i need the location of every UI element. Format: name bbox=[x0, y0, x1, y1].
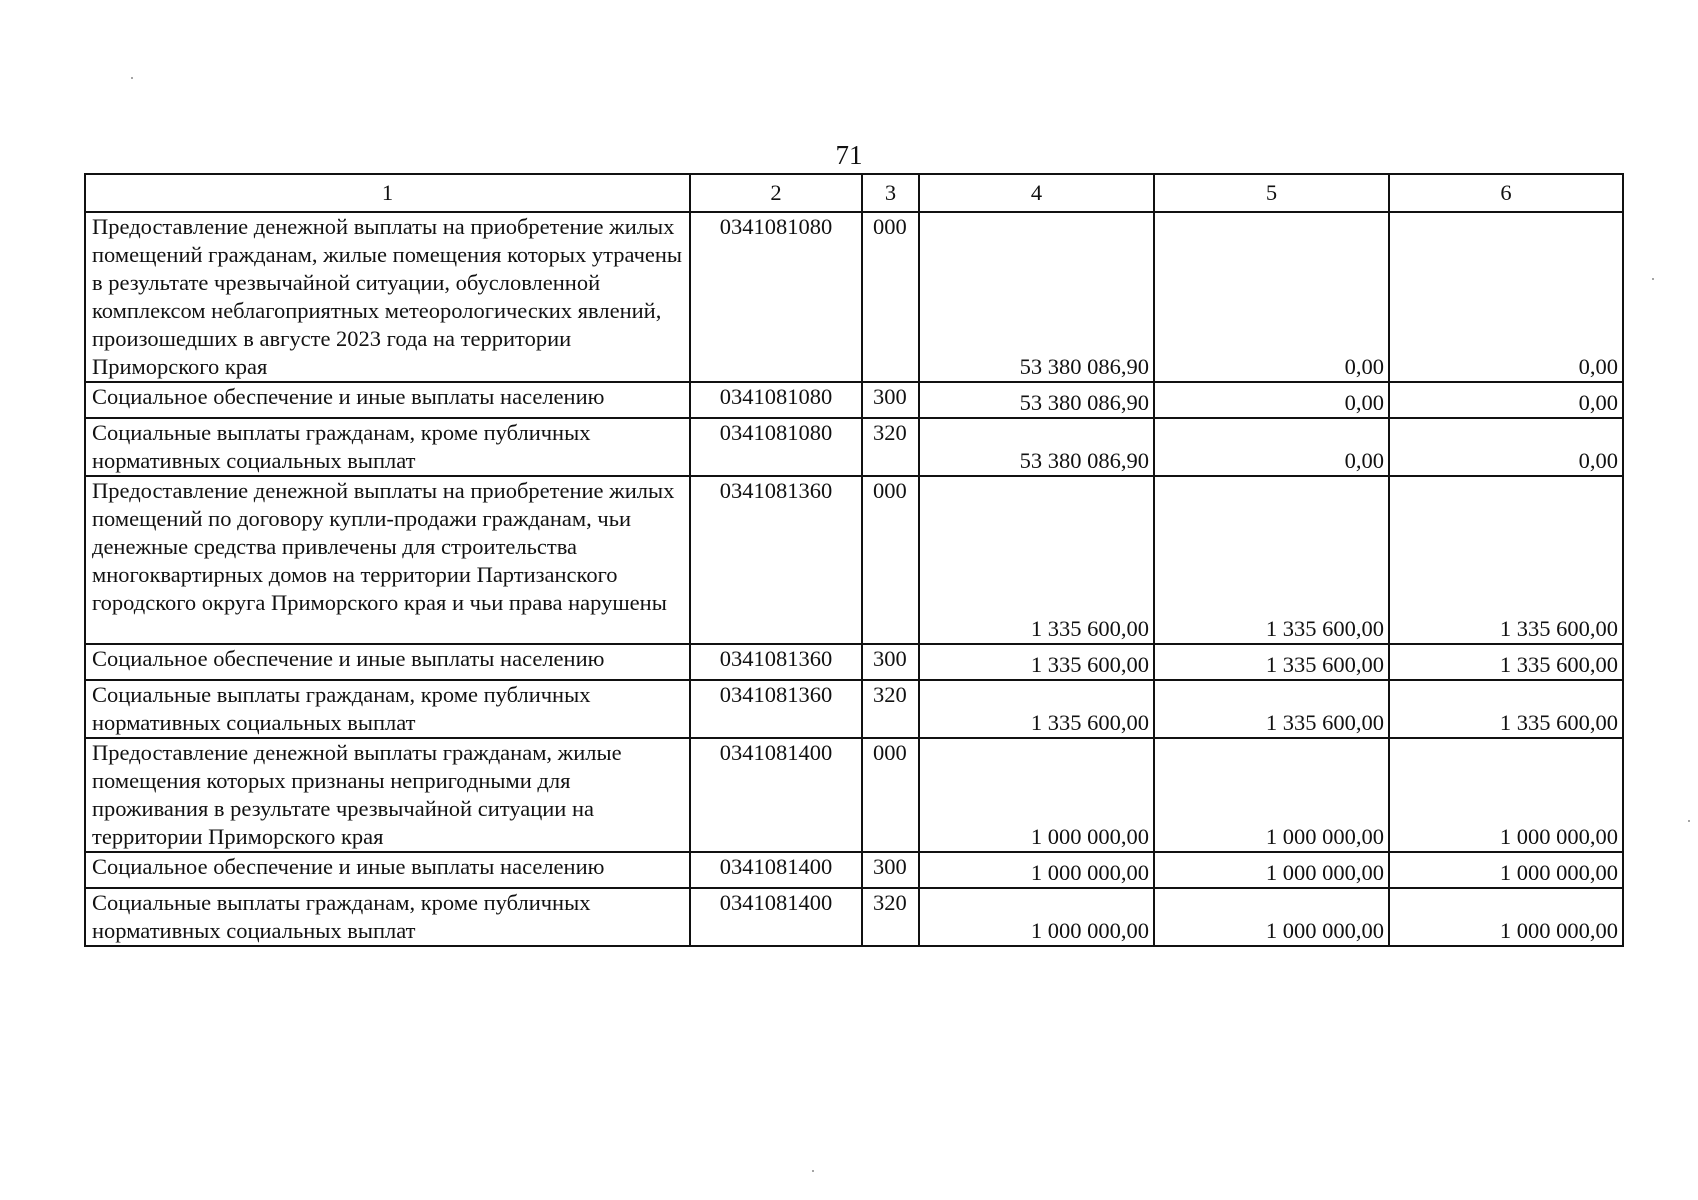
row-value-col6: 1 000 000,00 bbox=[1389, 888, 1623, 946]
row-name: Социальное обеспечение и иные выплаты населению bbox=[85, 644, 690, 680]
header-cell: 6 bbox=[1389, 174, 1623, 212]
row-code: 0341081360 bbox=[690, 680, 862, 738]
row-expense-type: 320 bbox=[862, 418, 919, 476]
row-name: Социальные выплаты гражданам, кроме публичных нормативных социальных выплат bbox=[85, 888, 690, 946]
row-value-col5: 1 335 600,00 bbox=[1154, 644, 1389, 680]
budget-table bbox=[84, 173, 1624, 947]
table-row bbox=[85, 680, 1623, 738]
row-code: 0341081400 bbox=[690, 888, 862, 946]
row-value-col4: 1 335 600,00 bbox=[919, 476, 1154, 644]
row-code: 0341081080 bbox=[690, 212, 862, 382]
row-value-col5: 1 000 000,00 bbox=[1154, 888, 1389, 946]
row-value-col6: 1 000 000,00 bbox=[1389, 852, 1623, 888]
row-code: 0341081360 bbox=[690, 644, 862, 680]
header-cell: 3 bbox=[862, 174, 919, 212]
row-value-col5: 0,00 bbox=[1154, 212, 1389, 382]
scan-speck bbox=[1652, 278, 1654, 280]
row-expense-type: 300 bbox=[862, 852, 919, 888]
header-cell: 4 bbox=[919, 174, 1154, 212]
row-value-col6: 0,00 bbox=[1389, 418, 1623, 476]
table-row bbox=[85, 382, 1623, 418]
row-value-col5: 0,00 bbox=[1154, 418, 1389, 476]
row-value-col6: 1 335 600,00 bbox=[1389, 680, 1623, 738]
row-name: Социальные выплаты гражданам, кроме публичных нормативных социальных выплат bbox=[85, 680, 690, 738]
table-row bbox=[85, 644, 1623, 680]
row-name: Социальное обеспечение и иные выплаты населению bbox=[85, 852, 690, 888]
row-value-col6: 1 335 600,00 bbox=[1389, 644, 1623, 680]
row-expense-type: 000 bbox=[862, 738, 919, 852]
row-code: 0341081080 bbox=[690, 418, 862, 476]
row-value-col5: 1 000 000,00 bbox=[1154, 738, 1389, 852]
row-expense-type: 320 bbox=[862, 888, 919, 946]
row-value-col4: 1 000 000,00 bbox=[919, 738, 1154, 852]
scan-speck bbox=[131, 77, 133, 79]
row-value-col6: 0,00 bbox=[1389, 212, 1623, 382]
row-value-col4: 1 000 000,00 bbox=[919, 888, 1154, 946]
row-value-col6: 0,00 bbox=[1389, 382, 1623, 418]
row-value-col4: 53 380 086,90 bbox=[919, 382, 1154, 418]
row-value-col5: 0,00 bbox=[1154, 382, 1389, 418]
row-name: Социальное обеспечение и иные выплаты населению bbox=[85, 382, 690, 418]
row-value-col5: 1 335 600,00 bbox=[1154, 680, 1389, 738]
row-value-col4: 1 000 000,00 bbox=[919, 852, 1154, 888]
row-expense-type: 320 bbox=[862, 680, 919, 738]
row-value-col4: 53 380 086,90 bbox=[919, 212, 1154, 382]
row-expense-type: 000 bbox=[862, 476, 919, 644]
row-value-col5: 1 335 600,00 bbox=[1154, 476, 1389, 644]
table-row bbox=[85, 476, 1623, 644]
row-expense-type: 000 bbox=[862, 212, 919, 382]
table-row bbox=[85, 888, 1623, 946]
table-header-row bbox=[85, 174, 1623, 212]
row-value-col4: 1 335 600,00 bbox=[919, 680, 1154, 738]
scan-speck bbox=[812, 1170, 814, 1172]
row-name: Предоставление денежной выплаты на приобретение жилых помещений по договору купли-продажи гражданам, чьи денежные средства привлечены для строительства многоквартирных домов на территории Партизанского городского округа Приморского края и чьи права нарушены bbox=[85, 476, 690, 644]
row-code: 0341081080 bbox=[690, 382, 862, 418]
page-number: 71 bbox=[835, 140, 863, 170]
row-expense-type: 300 bbox=[862, 382, 919, 418]
row-name: Предоставление денежной выплаты гражданам, жилые помещения которых признаны непригодными для проживания в результате чрезвычайной ситуации на территории Приморского края bbox=[85, 738, 690, 852]
header-cell: 5 bbox=[1154, 174, 1389, 212]
scan-speck bbox=[1688, 820, 1690, 822]
table-row bbox=[85, 852, 1623, 888]
row-value-col4: 53 380 086,90 bbox=[919, 418, 1154, 476]
table-row bbox=[85, 418, 1623, 476]
row-value-col6: 1 335 600,00 bbox=[1389, 476, 1623, 644]
header-cell: 2 bbox=[690, 174, 862, 212]
table-row bbox=[85, 738, 1623, 852]
row-code: 0341081360 bbox=[690, 476, 862, 644]
row-name: Предоставление денежной выплаты на приобретение жилых помещений гражданам, жилые помещения которых утрачены в результате чрезвычайной ситуации, обусловленной комплексом неблагоприятных метеорологических явлений, произошедших в августе 2023 года на территории Приморского края bbox=[85, 212, 690, 382]
row-expense-type: 300 bbox=[862, 644, 919, 680]
row-name: Социальные выплаты гражданам, кроме публичных нормативных социальных выплат bbox=[85, 418, 690, 476]
row-code: 0341081400 bbox=[690, 738, 862, 852]
table-row bbox=[85, 212, 1623, 382]
row-value-col4: 1 335 600,00 bbox=[919, 644, 1154, 680]
row-value-col6: 1 000 000,00 bbox=[1389, 738, 1623, 852]
row-code: 0341081400 bbox=[690, 852, 862, 888]
row-value-col5: 1 000 000,00 bbox=[1154, 852, 1389, 888]
header-cell: 1 bbox=[85, 174, 690, 212]
